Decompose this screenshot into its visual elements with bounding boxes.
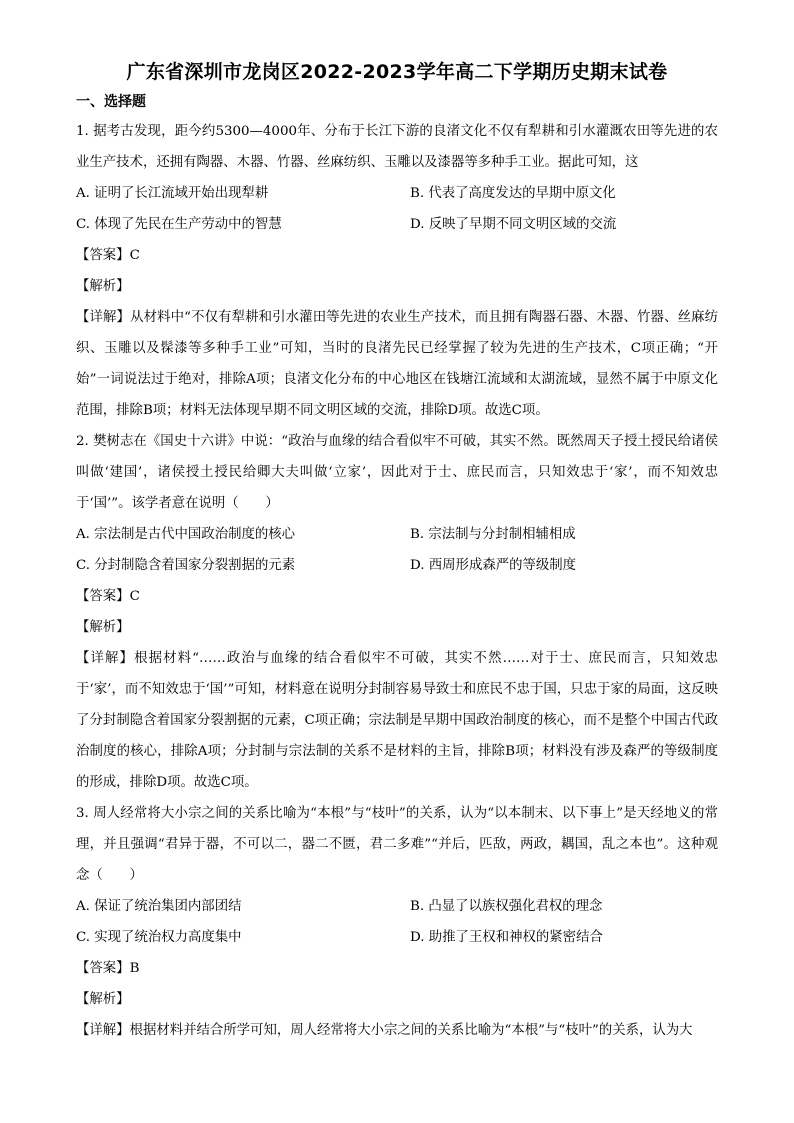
answer-value: B [129,961,140,976]
question-1-stem: 1. 据考古发现，距今约5300—4000年、分布于长江下游的良渚文化不仅有犁耕和引水灌溉农田等先进的农业生产技术，还拥有陶器、木器、竹器、丝麻纺织、玉雕以及漆器等多种手工业。据此可知，这 [76,124,718,170]
question-2-detail [76,643,718,798]
question-1 [76,116,718,426]
detail-label: 【详解】 [76,310,131,325]
section-heading: 一、选择题 [76,94,146,110]
detail-label: 【详解】 [76,651,135,666]
question-3-options [76,891,718,953]
question-3-answer [76,953,718,984]
detail-text: 根据材料并结合所学可知，周人经常将大小宗之间的关系比喻为“本根”与“枝叶”的关系，认为大 [129,1023,693,1038]
question-1-option-d: D. 反映了早期不同文明区域的交流 [410,217,617,232]
question-3-option-c: C. 实现了统治权力高度集中 [76,930,242,945]
question-2-option-d: D. 西周形成森严的等级制度 [410,558,577,573]
detail-text: 根据材料“……政治与血缘的结合看似牢不可破，其实不然……对于士、庶民而言，只知效忠于‘家’，而不知效忠于‘国’”可知，材料意在说明分封制容易导致士和庶民不忠于国，只忠于家的局面，这反映了分封制隐含着国家分裂割据的元素，C项正确；宗法制是早期中国政治制度的核心，而不是整个中国古代政治制度的核心，排除A项；分封制与宗法制的关系不是材料的主旨，排除B项；材料没有涉及森严的等级制度的形成，排除D项。故选C项。 [76,651,719,790]
question-1-analysis-label: 【解析】 [76,279,130,294]
document-title: 广东省深圳市龙岗区2022-2023学年高二下学期历史期末试卷 [126,61,668,83]
question-3-option-b: B. 凸显了以族权强化君权的理念 [410,899,603,914]
detail-text: 从材料中“不仅有犁耕和引水灌田等先进的农业生产技术，而且拥有陶器石器、木器、竹器、丝麻纺织、玉雕以及髹漆等多种手工业”可知，当时的良渚先民已经掌握了较为先进的生产技术，C项正确；“开始”一词说法过于绝对，排除A项；良渚文化分布的中心地区在钱塘江流域和太湖流域，显然不属于中原文化范围，排除B项；材料无法体现早期不同文明区域的交流，排除D项。故选C项。 [76,310,719,418]
question-2-option-b: B. 宗法制与分封制相辅相成 [410,527,576,542]
question-1-answer [76,240,718,271]
question-2-answer [76,581,718,612]
question-1-option-c: C. 体现了先民在生产劳动中的智慧 [76,217,282,232]
question-3-option-d: D. 助推了王权和神权的紧密结合 [410,930,603,945]
question-3-detail [76,1015,718,1046]
question-2-option-a: A. 宗法制是古代中国政治制度的核心 [76,527,296,542]
answer-label: 【答案】 [76,248,130,263]
question-1-option-a: A. 证明了长江流域开始出现犁耕 [76,186,269,201]
question-3-analysis-label: 【解析】 [76,992,130,1007]
question-2 [76,426,718,798]
question-1-detail [76,302,718,426]
question-2-stem: 2. 樊树志在《国史十六讲》中说：“政治与血缘的结合看似牢不可破，其实不然。既然周天子授土授民给诸侯叫做‘建国’，诸侯授土授民给卿大夫叫做‘立家’，因此对于士、庶民而言，只知效忠于‘家’，而不知效忠于‘国’”。该学者意在说明（ ） [76,434,718,511]
answer-label: 【答案】 [76,961,130,976]
answer-label: 【答案】 [76,589,130,604]
question-1-options [76,178,718,240]
question-2-options [76,519,718,581]
question-3-stem: 3. 周人经常将大小宗之间的关系比喻为“本根”与“枝叶”的关系，认为“以本制末、以下事上”是天经地义的常理，并且强调“君异于器，不可以二，器二不匮，君二多难”“并后，匹敌，两政，耦国，乱之本也”。这种观念（ ） [76,806,718,883]
answer-value: C [129,589,140,604]
question-2-option-c: C. 分封制隐含着国家分裂割据的元素 [76,558,296,573]
question-2-analysis-label: 【解析】 [76,620,130,635]
answer-value: C [129,248,140,263]
question-1-option-b: B. 代表了高度发达的早期中原文化 [410,186,616,201]
question-3-option-a: A. 保证了统治集团内部团结 [76,899,242,914]
detail-label: 【详解】 [76,1023,130,1038]
question-3 [76,798,718,1046]
